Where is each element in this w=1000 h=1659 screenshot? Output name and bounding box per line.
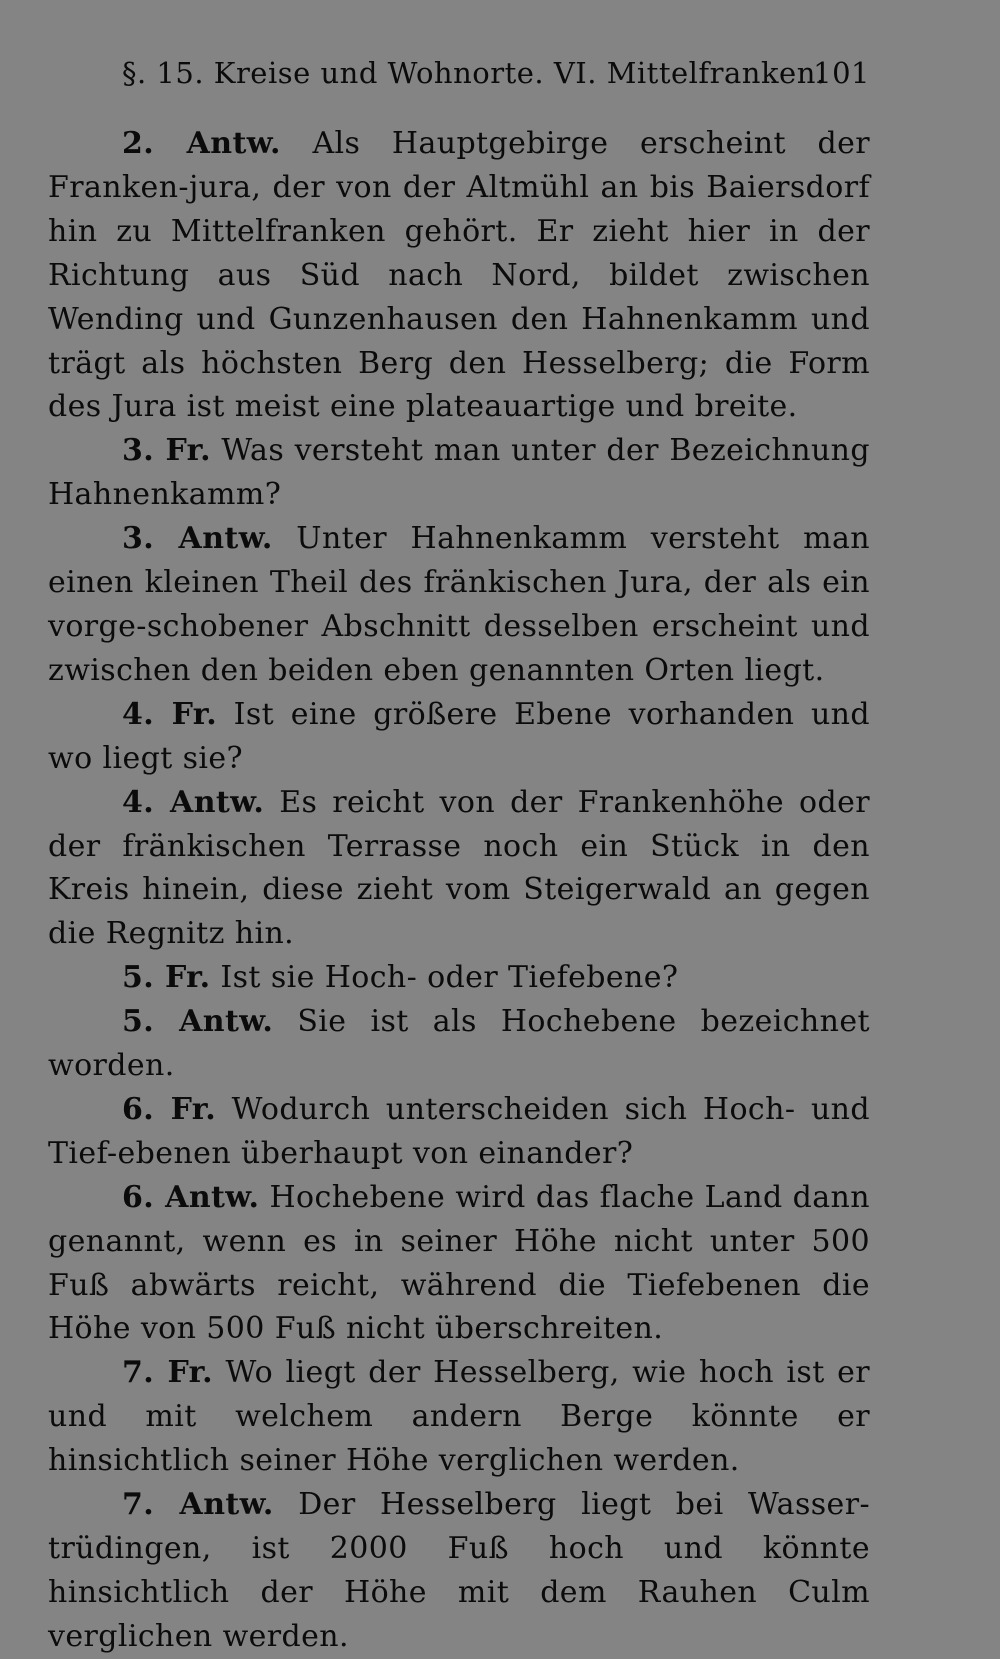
paragraph-text: Als Hauptgebirge erscheint der Franken-jura, der von der Altmühl an bis Baiersdorf hin zu Mittelfranken gehört. Er zieht hier in der Richtung aus Süd nach Nord, bildet zwischen Wending und Gunzenhausen den Hahnenkamm und trägt als höchsten Berg den Hesselberg; die Form des Jura ist meist eine plateauartige und breite. — [48, 126, 871, 425]
question-label: 7. Fr. — [122, 1355, 213, 1391]
answer-label: 7. Antw. — [122, 1487, 274, 1523]
question-paragraph — [48, 693, 870, 781]
question-paragraph — [48, 429, 870, 517]
running-header-title: §. 15. Kreise und Wohnorte. VI. Mittelfranken. — [122, 56, 826, 90]
paragraph-text: Es reicht von der Frankenhöhe oder der fränkischen Terrasse noch ein Stück in den Kreis hinein, diese zieht vom Steigerwald an gegen die Regnitz hin. — [48, 784, 870, 952]
answer-paragraph — [48, 517, 870, 693]
question-label: 6. Fr. — [122, 1091, 217, 1127]
paragraph-text: Wo liegt der Hesselberg, wie hoch ist er und mit welchem andern Berge könnte er hinsichtlich seiner Höhe verglichen werden. — [48, 1355, 871, 1479]
answer-paragraph — [48, 1483, 870, 1659]
page-number: 101 — [813, 56, 870, 90]
book-page — [48, 40, 870, 1659]
answer-label: 3. Antw. — [122, 521, 273, 557]
question-paragraph — [48, 956, 870, 1000]
paragraph-text: Wodurch unterscheiden sich Hoch- und Tief-ebenen überhaupt von einander? — [48, 1091, 870, 1171]
question-label: 4. Fr. — [122, 696, 218, 732]
question-paragraph — [48, 1088, 870, 1176]
question-label: 5. Fr. — [122, 960, 211, 996]
answer-paragraph — [48, 1000, 870, 1088]
answer-label: 5. Antw. — [122, 1004, 274, 1040]
paragraph-text: Sie ist als Hochebene bezeichnet worden. — [48, 1004, 870, 1084]
answer-paragraph — [48, 1176, 870, 1352]
running-header — [48, 40, 870, 110]
paragraph-text: Ist sie Hoch- oder Tiefebene? — [220, 960, 679, 996]
page-body — [48, 122, 870, 1659]
answer-paragraph — [48, 122, 870, 429]
paragraph-text: Der Hesselberg liegt bei Wasser-trüdingen, ist 2000 Fuß hoch und könnte hinsichtlich der Höhe mit dem Rauhen Culm verglichen werden. — [48, 1487, 870, 1654]
paragraph-text: Ist eine größere Ebene vorhanden und wo liegt sie? — [48, 696, 870, 776]
answer-label: 6. Antw. — [122, 1179, 260, 1215]
question-paragraph — [48, 1351, 870, 1483]
paragraph-text: Unter Hahnenkamm versteht man einen kleinen Theil des fränkischen Jura, der als ein vorge-schobener Abschnitt desselben erscheint und zwischen den beiden eben genannten Orten liegt. — [48, 521, 871, 688]
answer-label: 4. Antw. — [122, 784, 265, 820]
paragraph-text: Hochebene wird das flache Land dann genannt, wenn es in seiner Höhe nicht unter 500 Fuß abwärts reicht, während die Tiefebenen die Höhe von 500 Fuß nicht überschreiten. — [48, 1179, 870, 1347]
answer-label: 2. Antw. — [122, 126, 281, 161]
question-label: 3. Fr. — [122, 433, 211, 469]
answer-paragraph — [48, 781, 870, 957]
paragraph-text: Was versteht man unter der Bezeichnung Hahnenkamm? — [48, 433, 870, 513]
